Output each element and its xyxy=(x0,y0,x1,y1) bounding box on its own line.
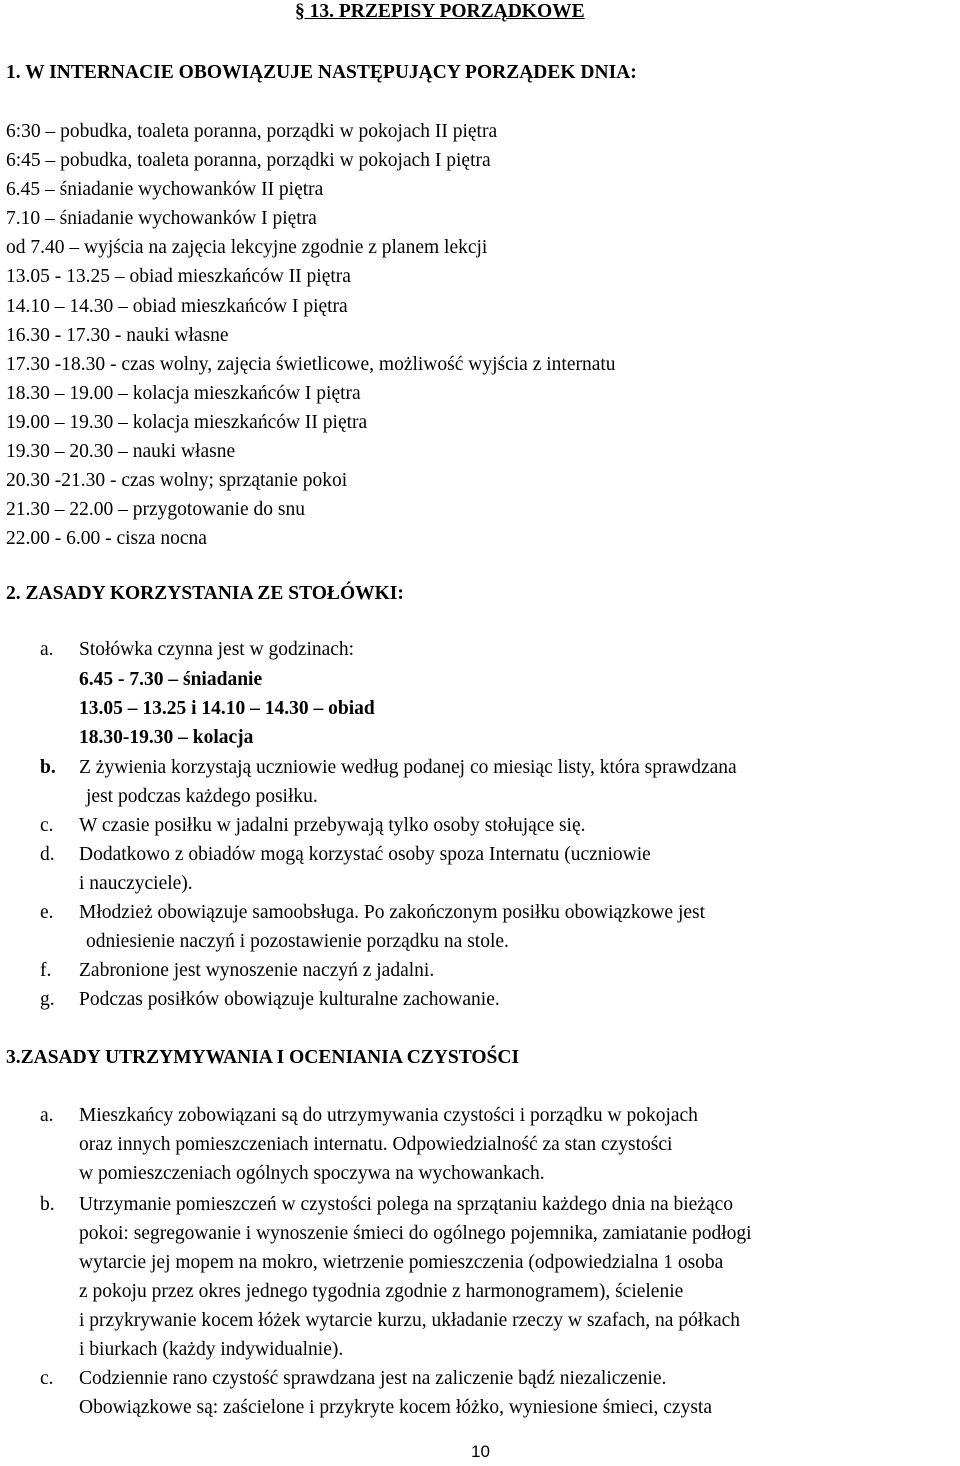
paragraph-line: Obowiązkowe są: zaścielone i przykryte kocem łóżko, wyniesione śmieci, czysta xyxy=(79,1397,712,1418)
paragraph-line: jest podczas każdego posiłku. xyxy=(86,786,318,807)
list-marker: a. xyxy=(40,639,54,660)
list-marker: b. xyxy=(40,757,56,778)
schedule-row: 20.30 -21.30 - czas wolny; sprzątanie pokoi xyxy=(6,470,348,492)
list-marker: c. xyxy=(40,1368,54,1389)
schedule-row: 7.10 – śniadanie wychowanków I piętra xyxy=(6,208,317,230)
paragraph-line: wytarcie jej mopem na mokro, wietrzenie pomieszczenia (odpowiedzialna 1 osoba xyxy=(79,1252,724,1273)
section-1-heading: 1. W INTERNACIE OBOWIĄZUJE NASTĘPUJĄCY PORZĄDEK DNIA: xyxy=(6,62,637,83)
paragraph-line: oraz innych pomieszczeniach internatu. Odpowiedzialność za stan czystości xyxy=(79,1134,673,1155)
schedule-row: 6:45 – pobudka, toaleta poranna, porządki w pokojach I piętra xyxy=(6,150,491,172)
paragraph-line: i biurkach (każdy indywidualnie). xyxy=(79,1339,344,1360)
document-title: § 13. PRZEPISY PORZĄDKOWE xyxy=(295,1,585,22)
schedule-row: 6.45 – śniadanie wychowanków II piętra xyxy=(6,179,324,201)
list-marker: f. xyxy=(40,960,52,981)
schedule-row: 6:30 – pobudka, toaleta poranna, porządki w pokojach II piętra xyxy=(6,121,498,142)
paragraph-line: Z żywienia korzystają uczniowie według podanej co miesiąc listy, która sprawdzana xyxy=(79,757,737,778)
schedule-row: 13.05 - 13.25 – obiad mieszkańców II piętra xyxy=(6,266,351,288)
canteen-hours-lunch: 13.05 – 13.25 i 14.10 – 14.30 – obiad xyxy=(79,698,375,719)
section-2-heading: 2. ZASADY KORZYSTANIA ZE STOŁÓWKI: xyxy=(6,583,404,604)
canteen-hours-dinner: 18.30-19.30 – kolacja xyxy=(79,727,254,748)
schedule-row: 19.00 – 19.30 – kolacja mieszkańców II piętra xyxy=(6,411,368,433)
schedule-row: 17.30 -18.30 - czas wolny, zajęcia świetlicowe, możliwość wyjścia z internatu xyxy=(6,353,616,375)
schedule-row: od 7.40 – wyjścia na zajęcia lekcyjne zgodnie z planem lekcji xyxy=(6,237,488,259)
paragraph-line: z pokoju przez okres jednego tygodnia zgodnie z harmonogramem), ścielenie xyxy=(79,1281,684,1302)
paragraph-line: w pomieszczeniach ogólnych spoczywa na wychowankach. xyxy=(79,1163,545,1184)
paragraph-line: W czasie posiłku w jadalni przebywają tylko osoby stołujące się. xyxy=(79,815,586,836)
list-marker: b. xyxy=(40,1194,55,1215)
paragraph-line: Mieszkańcy zobowiązani są do utrzymywania czystości i porządku w pokojach xyxy=(79,1105,698,1126)
paragraph-line: Podczas posiłków obowiązuje kulturalne zachowanie. xyxy=(79,989,500,1010)
schedule-row: 14.10 – 14.30 – obiad mieszkańców I piętra xyxy=(6,295,348,317)
list-marker: d. xyxy=(40,844,55,865)
paragraph-line: Codziennie rano czystość sprawdzana jest na zaliczenie bądź niezaliczenie. xyxy=(79,1368,667,1389)
section-3-heading: 3.ZASADY UTRZYMYWANIA I OCENIANIA CZYSTOŚCI xyxy=(6,1047,520,1068)
canteen-hours-breakfast: 6.45 - 7.30 – śniadanie xyxy=(79,669,263,690)
paragraph-line: i przykrywanie kocem łóżek wytarcie kurzu, układanie rzeczy w szafach, na półkach xyxy=(79,1310,741,1331)
paragraph-line: i nauczyciele). xyxy=(79,873,193,894)
paragraph-line: Młodzież obowiązuje samoobsługa. Po zakończonym posiłku obowiązkowe jest xyxy=(79,902,706,923)
daily-schedule xyxy=(6,117,616,553)
paragraph-line: Zabronione jest wynoszenie naczyń z jadalni. xyxy=(79,960,435,981)
list-marker: c. xyxy=(40,815,54,836)
schedule-row: 16.30 - 17.30 - nauki własne xyxy=(6,324,229,346)
paragraph-line: Utrzymanie pomieszczeń w czystości polega na sprzątaniu każdego dnia na bieżąco xyxy=(79,1194,734,1215)
schedule-row: 21.30 – 22.00 – przygotowanie do snu xyxy=(6,499,305,521)
paragraph-line: pokoi: segregowanie i wynoszenie śmieci do ogólnego pojemnika, zamiatanie podłogi xyxy=(79,1223,752,1244)
canteen-hours-intro: Stołówka czynna jest w godzinach: xyxy=(79,639,355,660)
list-marker: e. xyxy=(40,902,54,923)
list-marker: g. xyxy=(40,989,55,1010)
page-number: 10 xyxy=(471,1442,490,1461)
paragraph-line: Dodatkowo z obiadów mogą korzystać osoby spoza Internatu (uczniowie xyxy=(79,844,651,865)
schedule-row: 19.30 – 20.30 – nauki własne xyxy=(6,441,236,463)
schedule-row: 18.30 – 19.00 – kolacja mieszkańców I piętra xyxy=(6,382,361,404)
paragraph-line: odniesienie naczyń i pozostawienie porządku na stole. xyxy=(86,931,509,952)
schedule-row: 22.00 - 6.00 - cisza nocna xyxy=(6,528,207,550)
list-marker: a. xyxy=(40,1105,54,1126)
